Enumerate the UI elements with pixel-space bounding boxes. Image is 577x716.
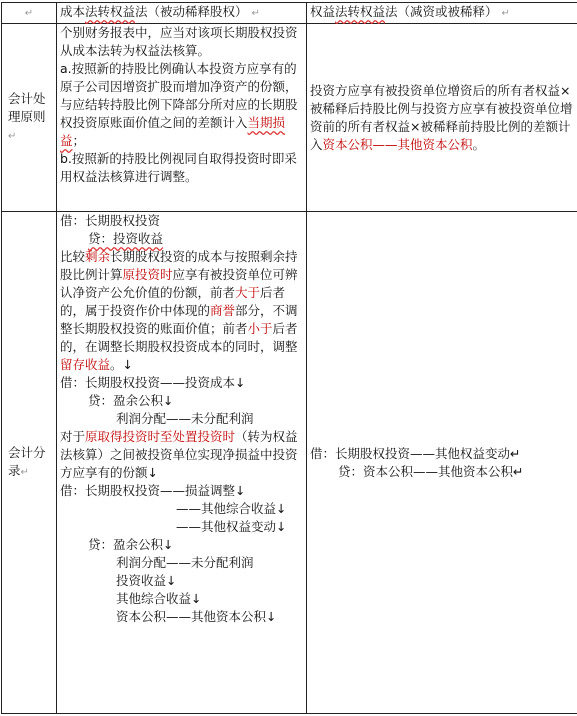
paragraph-mark: ↵ — [251, 8, 260, 19]
goodwill-text-6: 后者的，在调整长期股权投资成本的同时，调整 — [60, 321, 298, 354]
principle-label-cell — [2, 24, 57, 212]
entry-credit-investment-income-text: 贷：投资收益 — [88, 231, 164, 246]
header-corner-cell — [2, 3, 57, 24]
goodwill-text-1: 比较 — [60, 249, 86, 264]
entry-right-debit: 借：长期股权投资——其他权益变动↵ — [310, 445, 521, 461]
goodwill-highlight-less: 小于 — [247, 321, 273, 336]
entries-cost-method-cell — [57, 212, 307, 714]
goodwill-highlight-remaining: 剩余 — [85, 249, 111, 264]
principle-equity-method-cell — [307, 24, 577, 212]
entries-equity-method-cell — [307, 212, 577, 714]
principle-item-a — [60, 60, 303, 150]
goodwill-text-4: 后者的，属于投资作价中体现的 — [60, 285, 286, 318]
paragraph-mark: ↵ — [24, 8, 34, 19]
goodwill-highlight-goodwill: 商誉 — [210, 303, 236, 318]
adjust-text-2: （转为权益法核算）之间被投资单位实现净损益中投资方应享有的份额↓ — [60, 429, 298, 480]
entry-credit-undistributed-profit: 利润分配——未分配利润 — [116, 411, 254, 426]
entry-debit-other-equity: ——其他权益变动↓ — [176, 519, 287, 534]
entry-debit-ltei: 借：长期股权投资 — [60, 213, 161, 228]
principle-item-a-end: ； — [72, 133, 86, 148]
entry-debit-investment-cost: 借：长期股权投资——投资成本↓ — [60, 375, 246, 390]
entry-credit-undistributed-2: 利润分配——未分配利润 — [116, 555, 254, 570]
goodwill-text-5: 部分，不调整长期股权投资的账面价值；前者 — [60, 303, 298, 336]
equity-adjustment-explanation — [60, 428, 303, 482]
principle-right-text — [310, 82, 575, 154]
entries-row — [2, 212, 577, 714]
entry-credit-surplus-reserve: 贷：盈余公积↓ — [88, 393, 174, 408]
header-col1-prefix: 成本 — [60, 4, 86, 19]
goodwill-text-2: 长期股权投资的成本与按照剩余持股比例计算 — [60, 249, 298, 282]
goodwill-highlight-greater: 大于 — [235, 285, 261, 300]
adjust-text-1: 对于 — [60, 429, 86, 444]
principle-row — [2, 24, 577, 212]
goodwill-text-end: 。↓ — [110, 357, 133, 372]
entries-label: 会计分录 — [8, 444, 46, 478]
header-col2-suffix: 法（减资或被稀释） — [385, 4, 498, 19]
header-equity-to-equity — [307, 3, 577, 24]
principle-intro: 个别财务报表中，应当对该项长期股权投资从成本法转为权益法核算。 — [60, 25, 298, 58]
entry-credit-capital-reserve: 资本公积——其他资本公积↓ — [116, 609, 277, 624]
adjust-highlight-period: 原取得投资时至处置投资时 — [85, 429, 236, 444]
principle-right-body: 投资方应享有被投资单位增资后的所有者权益×被稀释后持股比例与投资方应享有被投资单位增资前的所有者权益×被稀释前持股比例的差额计入 — [310, 82, 573, 152]
principle-item-a-text: a.按照新的持股比例确认本投资方应享有的原子公司因增资扩股而增加净资产的份额，与应结转持股比例下降部分所对应的长期股权投资原账面价值之间的差额计入 — [60, 61, 298, 130]
entry-credit-surplus-2: 贷：盈余公积↓ — [88, 537, 174, 552]
header-row — [2, 3, 577, 24]
principle-right-end: 。 — [472, 136, 486, 152]
header-col1-underlined: 法转权益 — [85, 4, 136, 19]
paragraph-mark: ↵ — [501, 8, 510, 19]
entry-right-credit: 贷：资本公积——其他资本公积↵ — [338, 463, 524, 479]
entry-credit-investment-income-2: 投资收益↓ — [116, 573, 177, 588]
goodwill-explanation — [60, 248, 303, 374]
paragraph-mark: ↵ — [8, 130, 17, 142]
goodwill-text-3: 应享有被投资单位可辨认净资产公允价值的份额，前者 — [60, 267, 298, 300]
entry-credit-oci: 其他综合收益↓ — [116, 591, 202, 606]
entry-debit-profit-adjustment: 借：长期股权投资——损益调整↓ — [60, 483, 246, 498]
principle-item-b: b.按照新的持股比例视同自取得投资时即采用权益法核算进行调整。 — [60, 151, 297, 184]
header-col2-underlined: 法转权益 — [335, 4, 386, 19]
entry-credit-investment-income — [60, 230, 303, 248]
goodwill-highlight-retained: 留存收益 — [60, 357, 111, 372]
principle-item-a-highlight: 当期损益 — [60, 115, 286, 148]
paragraph-mark: ↵ — [20, 466, 29, 478]
header-col2-prefix: 权益 — [310, 4, 336, 19]
principle-label: 会计处理原则 — [8, 90, 46, 124]
entry-debit-oci: ——其他综合收益↓ — [176, 501, 287, 516]
entries-label-cell — [2, 212, 57, 714]
principle-cost-method-cell — [57, 24, 307, 212]
principle-right-highlight: 资本公积——其他资本公积 — [322, 136, 473, 152]
header-cost-to-equity — [57, 3, 307, 24]
comparison-table — [1, 2, 577, 714]
header-col1-suffix: 法（被动稀释股权） — [135, 4, 248, 19]
goodwill-highlight-original: 原投资时 — [122, 267, 173, 282]
